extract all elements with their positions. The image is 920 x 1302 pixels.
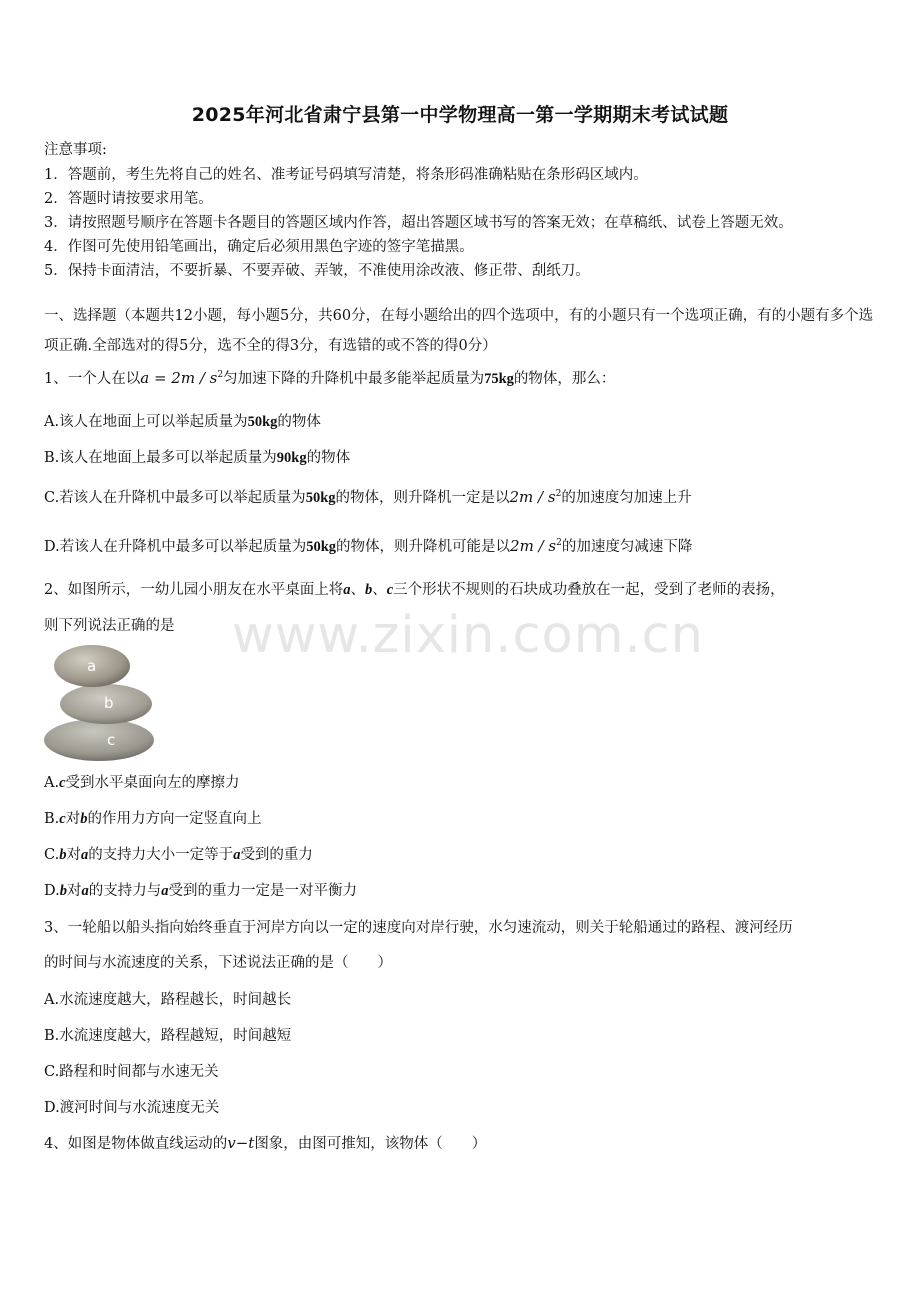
- watermark: www.zixin.com.cn: [232, 606, 704, 665]
- notice-item: 2．答题时请按要求用笔。: [44, 191, 213, 207]
- notice-item: 4．作图可先使用铅笔画出，确定后必须用黑色字迹的签字笔描黑。: [44, 239, 474, 255]
- question-3-option-a: A.水流速度越大，路程越长，时间越长: [44, 992, 292, 1008]
- section-heading: 一、选择题（本题共12小题，每小题5分，共60分，在每小题给出的四个选项中，有的小题只有一个选项正确，有的小题有多个选项正确.全部选对的得5分，选不全的得3分，有选错的或不答的得0分）: [44, 308, 874, 354]
- question-2-option-c: C.b对a的支持力大小一定等于a受到的重力: [44, 847, 313, 863]
- stone-label-c: c: [107, 731, 116, 749]
- question-1-option-c: C.若该人在升降机中最多可以举起质量为50kg的物体，则升降机一定是以$2m / s^2$的加速度匀加速上升: [44, 488, 692, 506]
- question-2-option-a: A.c受到水平桌面向左的摩擦力: [44, 775, 240, 791]
- question-1-stem: 1、一个人在以$a = 2m / s^2$匀加速下降的升降机中最多能举起质量为75kg的物体，那么：: [44, 369, 616, 387]
- notice-heading: 注意事项:: [44, 142, 107, 158]
- question-1-option-d: D.若该人在升降机中最多可以举起质量为50kg的物体，则升降机可能是以$2m / s^2$的加速度匀减速下降: [44, 537, 693, 555]
- notice-item: 3．请按照题号顺序在答题卡各题目的答题区域内作答，超出答题区域书写的答案无效；在草稿纸、试卷上答题无效。: [44, 215, 793, 231]
- question-4-stem: 4、如图是物体做直线运动的v−t图象，由图可推知，该物体（ ）: [44, 1134, 487, 1152]
- stacked-stones-image: [44, 644, 158, 762]
- question-2-stem-cont: 则下列说法正确的是: [44, 618, 175, 634]
- stone-label-a: a: [87, 657, 97, 675]
- question-2-option-b: B.c对b的作用力方向一定竖直向上: [44, 811, 262, 827]
- question-3-option-d: D.渡河时间与水流速度无关: [44, 1100, 220, 1116]
- question-3-option-c: C.路程和时间都与水速无关: [44, 1064, 219, 1080]
- exam-title: 2025年河北省肃宁县第一中学物理高一第一学期期末考试试题: [191, 104, 729, 126]
- stone-label-b: b: [104, 694, 114, 712]
- notice-item: 1．答题前，考生先将自己的姓名、准考证号码填写清楚，将条形码准确粘贴在条形码区域内。: [44, 167, 648, 183]
- question-1-option-b: B.该人在地面上最多可以举起质量为90kg的物体: [44, 450, 351, 466]
- question-3-stem: 3、一轮船以船头指向始终垂直于河岸方向以一定的速度向对岸行驶，水匀速流动，则关于轮船通过的路程、渡河经历: [44, 920, 793, 936]
- question-2-option-d: D.b对a的支持力与a受到的重力一定是一对平衡力: [44, 883, 357, 899]
- stone-c: [44, 719, 154, 761]
- question-3-stem-cont: 的时间与水流速度的关系，下述说法正确的是（ ）: [44, 955, 392, 971]
- question-2-stem: 2、如图所示，一幼儿园小朋友在水平桌面上将a、b、c三个形状不规则的石块成功叠放在一起，受到了老师的表扬，: [44, 582, 785, 598]
- question-3-option-b: B.水流速度越大，路程越短，时间越短: [44, 1028, 292, 1044]
- question-1-option-a: A.该人在地面上可以举起质量为50kg的物体: [44, 414, 321, 430]
- notice-item: 5．保持卡面清洁，不要折暴、不要弄破、弄皱，不准使用涂改液、修正带、刮纸刀。: [44, 263, 590, 279]
